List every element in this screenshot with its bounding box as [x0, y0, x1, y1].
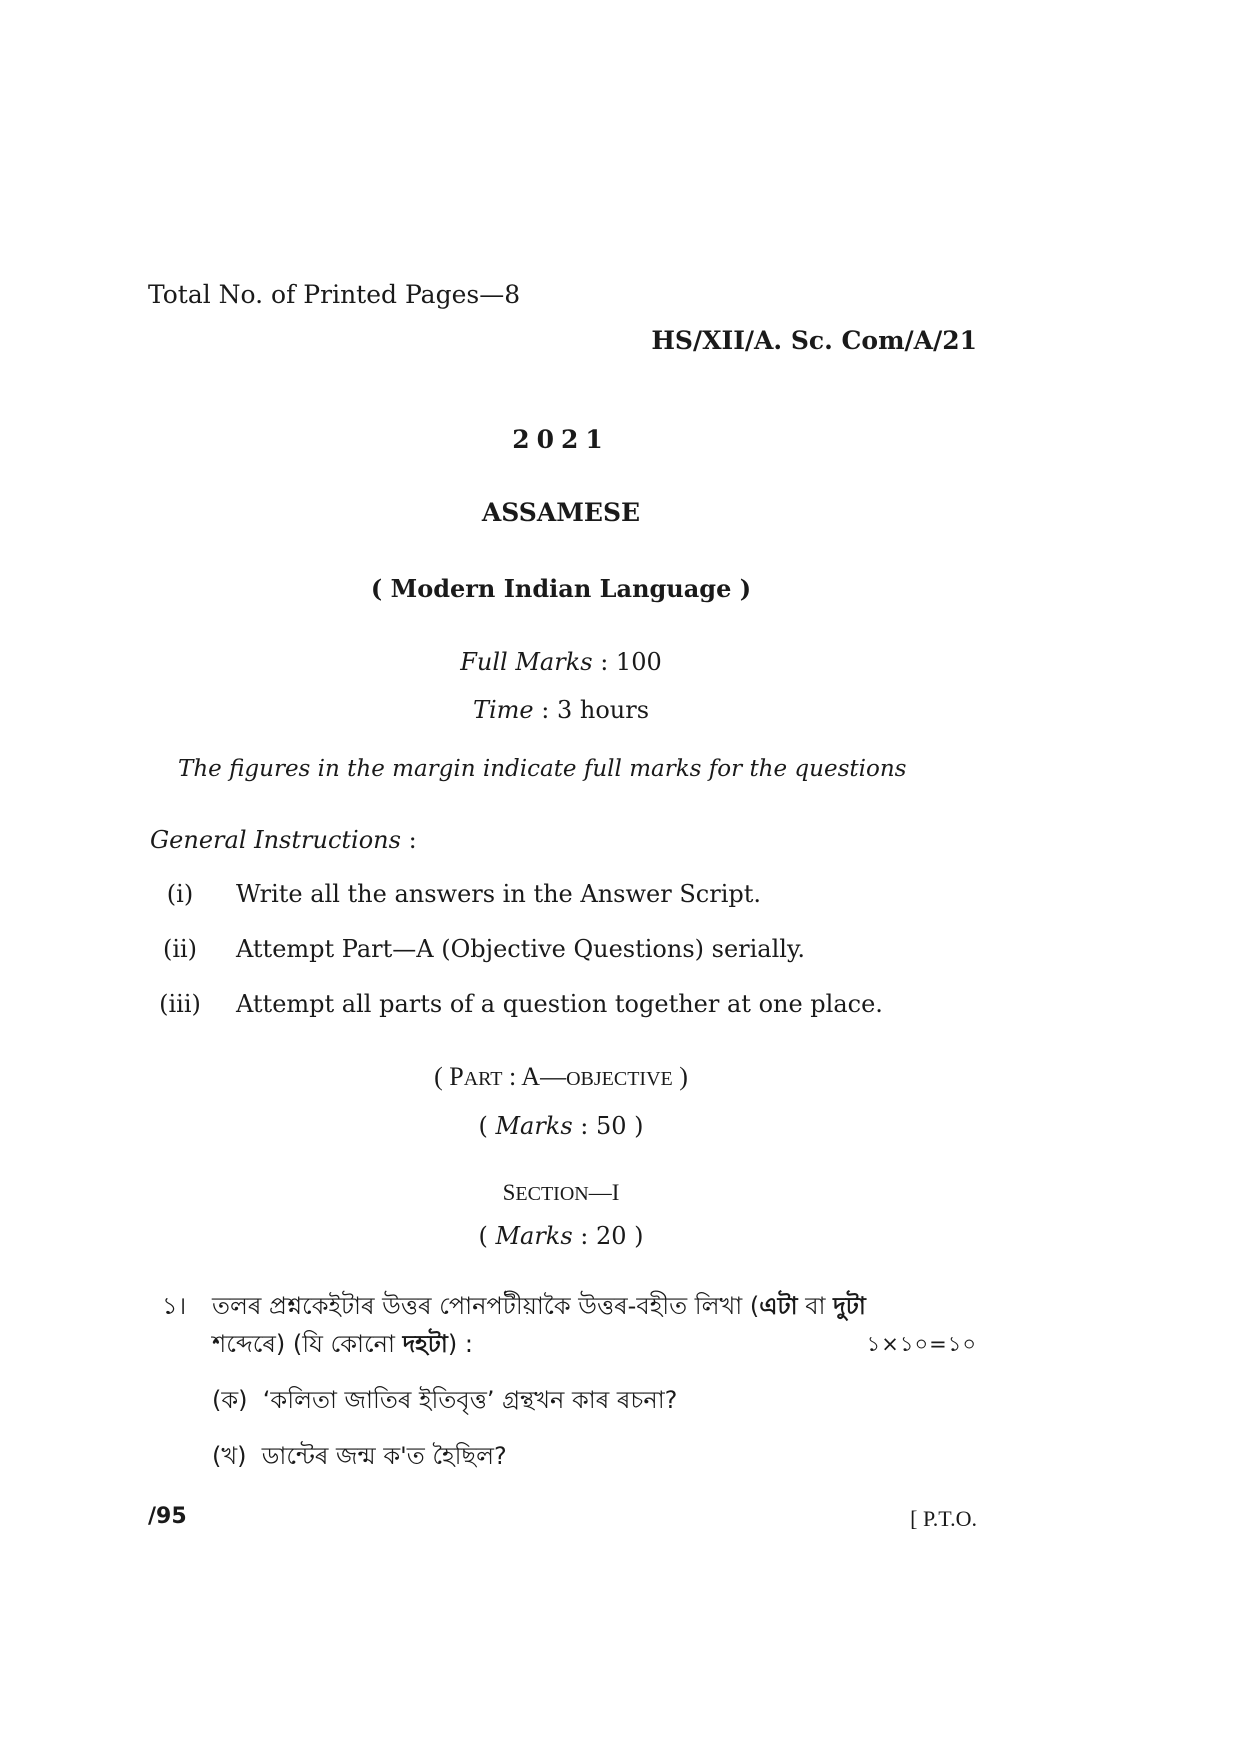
paper-code: HS/XII/A. Sc. Com/A/21 — [651, 326, 977, 355]
sub-question — [212, 1382, 677, 1422]
q1-text-part: শব্দেৰে) (যি কোনো — [212, 1330, 403, 1358]
q1-emph-one: এটা — [759, 1292, 798, 1320]
total-printed-pages: Total No. of Printed Pages—8 — [148, 280, 521, 309]
footer-code: /95 — [148, 1504, 187, 1529]
please-turn-over: [ P.T.O. — [910, 1506, 977, 1531]
part-open: ( P — [434, 1062, 464, 1091]
full-marks — [0, 648, 1122, 676]
exam-year: 2021 — [512, 425, 610, 454]
margin-note: The figures in the margin indicate full marks for the questions — [178, 756, 907, 782]
instruction-number: (ii) — [162, 935, 198, 963]
part-marks-value: : 50 ) — [572, 1112, 644, 1140]
subject-subtitle: ( Modern Indian Language ) — [370, 574, 752, 603]
instruction-text: Attempt all parts of a question together at one place. — [236, 990, 883, 1018]
part-marks-open: ( — [478, 1112, 496, 1140]
sub-question-text: ‘কলিতা জাতিৰ ইতিবৃত্ত’ গ্ৰন্থখন কাৰ ৰচনা? — [262, 1386, 678, 1414]
q1-text-or: বা — [797, 1292, 834, 1320]
general-instructions-heading — [150, 826, 417, 854]
section-heading — [0, 1180, 1122, 1206]
instruction-number: (i) — [166, 880, 194, 908]
section-marks-label: Marks — [495, 1222, 573, 1250]
section-word: ECTION — [515, 1183, 589, 1205]
part-marks-label: Marks — [495, 1112, 573, 1140]
question-number: ১। — [162, 1292, 187, 1320]
part-objective: OBJECTIVE — [566, 1068, 673, 1090]
q1-emph-two: দুটা — [833, 1292, 866, 1320]
section-marks-value: : 20 ) — [572, 1222, 644, 1250]
question-text-line-2 — [212, 1326, 473, 1366]
instructions-heading-label: General Instructions — [150, 826, 401, 854]
subject-title: ASSAMESE — [481, 498, 641, 527]
part-close: ) — [672, 1062, 688, 1091]
time-label: Time — [472, 696, 534, 724]
full-marks-value: : 100 — [600, 648, 662, 676]
section-suffix: —I — [588, 1180, 620, 1205]
part-marks — [0, 1112, 1122, 1140]
part-word: ART — [463, 1068, 503, 1090]
instruction-number: (iii) — [159, 990, 201, 1018]
full-marks-label: Full Marks — [460, 648, 593, 676]
sub-question-text: ডান্টেৰ জন্ম ক'ত হৈছিল? — [261, 1442, 507, 1470]
section-marks-open: ( — [478, 1222, 496, 1250]
question-marks: ১×১০=১০ — [866, 1332, 977, 1356]
q1-text-end: ) : — [447, 1330, 473, 1358]
section-initial: S — [502, 1180, 516, 1205]
instruction-text: Attempt Part—A (Objective Questions) serially. — [236, 935, 805, 963]
q1-text-part: তলৰ প্ৰশ্নকেইটাৰ উত্তৰ পোনপটীয়াকৈ উত্তৰ-বহীত লিখা ( — [212, 1292, 760, 1320]
instruction-text: Write all the answers in the Answer Script. — [236, 880, 761, 908]
part-mid: : A— — [502, 1062, 567, 1091]
section-marks — [0, 1222, 1122, 1250]
q1-emph-ten: দহটা — [402, 1330, 448, 1358]
instructions-heading-suffix: : — [400, 826, 417, 854]
sub-question-label: (ক) — [212, 1386, 248, 1414]
question-text-line-1 — [212, 1288, 866, 1328]
time-value: : 3 hours — [541, 696, 650, 724]
part-heading — [0, 1062, 1122, 1092]
sub-question-label: (খ) — [212, 1442, 247, 1470]
sub-question — [212, 1438, 507, 1478]
time-allowed — [0, 696, 1122, 724]
